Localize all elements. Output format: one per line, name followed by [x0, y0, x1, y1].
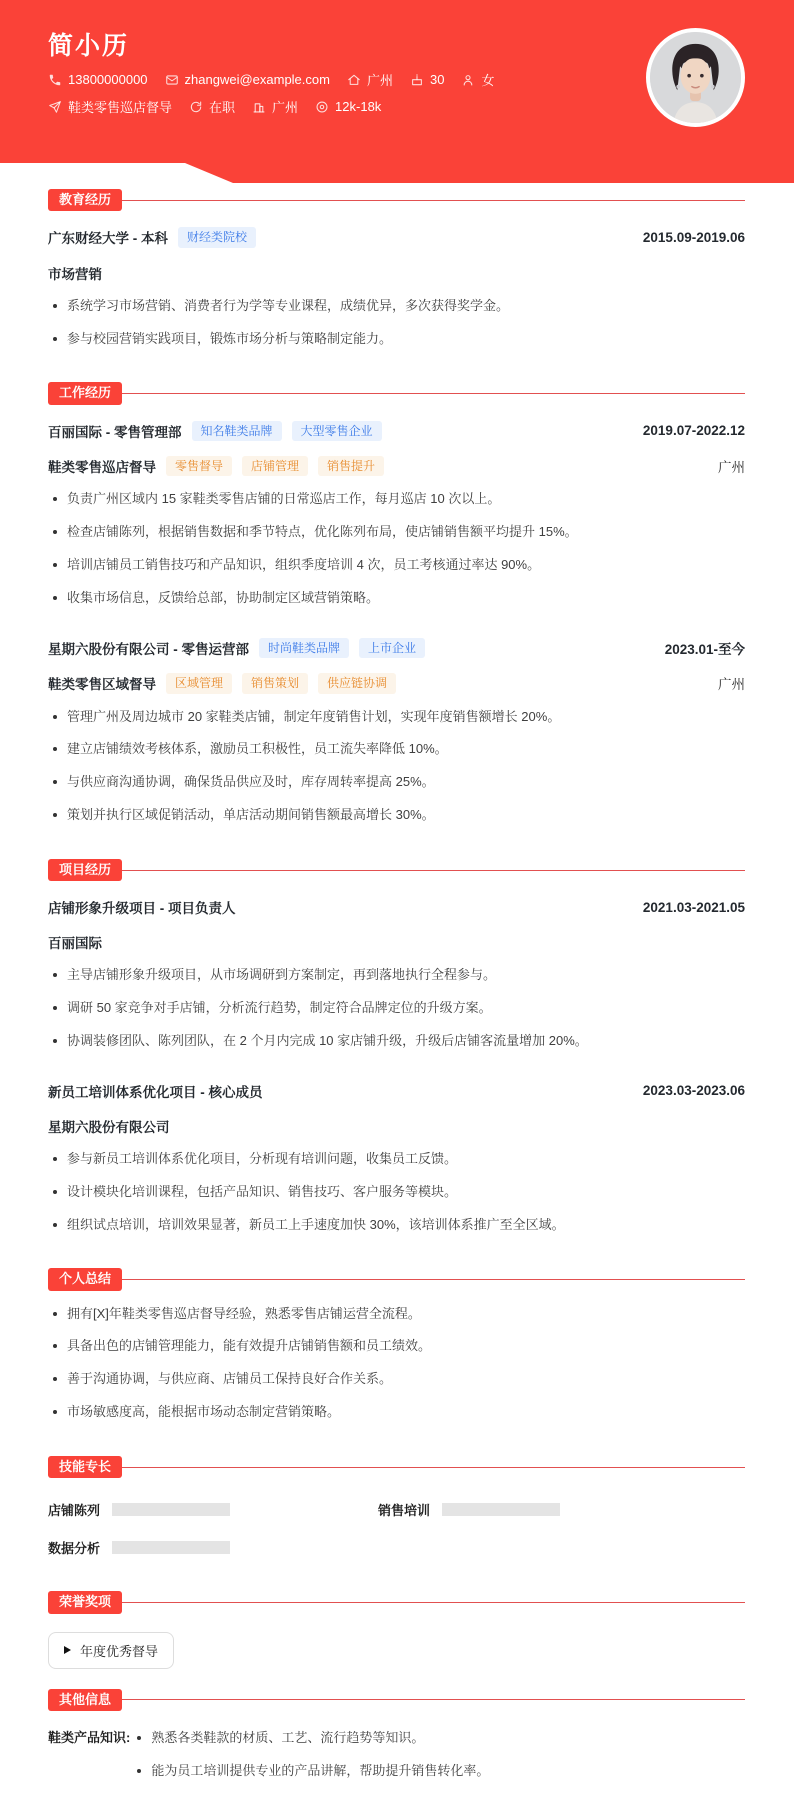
email-value: zhangwei@example.com	[184, 72, 330, 87]
project-date: 2023.03-2023.06	[642, 1083, 745, 1099]
section-divider-line	[122, 200, 745, 201]
section-header-projects	[48, 859, 745, 881]
contact-email	[165, 72, 330, 87]
age-icon	[410, 73, 424, 87]
section-title-badge: 其他信息	[48, 1689, 122, 1711]
skill-progress-track	[112, 1503, 230, 1516]
bullet-item: 收集市场信息，反馈给总部，协助制定区域营销策略。	[48, 589, 745, 608]
project-date: 2021.03-2021.05	[642, 899, 745, 915]
bullet-item: 系统学习市场营销、消费者行为学等专业课程，成绩优异，多次获得奖学金。	[48, 297, 745, 316]
other-info-bullet-list	[132, 1729, 745, 1781]
resume-body	[0, 183, 794, 1809]
bullet-item: 培训店铺员工销售技巧和产品知识，组织季度培训 4 次，员工考核通过率达 90%。	[48, 556, 745, 575]
skill-item	[378, 1500, 745, 1519]
project-company-row	[48, 932, 745, 952]
education-item	[48, 227, 745, 348]
contact-row-2	[48, 97, 381, 116]
job-status-icon	[189, 100, 203, 114]
bullet-item: 管理广州及周边城市 20 家鞋类店铺，制定年度销售计划，实现年度销售额增长 20%。	[48, 708, 745, 727]
work-item	[48, 421, 745, 608]
bullet-item: 拥有[X]年鞋类零售巡店督导经验，熟悉零售店铺运营全流程。	[48, 1305, 745, 1324]
job-status-value: 在职	[209, 100, 236, 115]
bullet-item: 与供应商沟通协调，确保货品供应及时，库存周转率提高 25%。	[48, 773, 745, 792]
contact-age	[410, 72, 444, 87]
city-icon	[252, 100, 266, 114]
project-bullet-list	[48, 966, 745, 1051]
bullet-item: 具备出色的店铺管理能力，能有效提升店铺销售额和员工绩效。	[48, 1337, 745, 1356]
bullet-item: 参与新员工培训体系优化项目，分析现有培训问题，收集员工反馈。	[48, 1150, 745, 1169]
section-work	[48, 382, 745, 825]
company-tag: 大型零售企业	[292, 421, 382, 441]
job-title-icon	[48, 100, 62, 114]
skill-item	[48, 1538, 378, 1557]
bullet-item: 主导店铺形象升级项目，从市场调研到方案制定，再到落地执行全程参与。	[48, 966, 745, 985]
work-company-row	[48, 421, 745, 441]
other-info-label: 鞋类产品知识:	[48, 1729, 131, 1745]
role-tag: 销售提升	[318, 456, 384, 476]
contact-job-title	[48, 97, 172, 116]
major-name: 市场营销	[48, 266, 102, 282]
play-triangle-icon	[64, 1646, 71, 1654]
email-icon	[165, 73, 179, 87]
bullet-item: 熟悉各类鞋款的材质、工艺、流行趋势等知识。	[132, 1729, 745, 1748]
bullet-item: 参与校园营销实践项目，锻炼市场分析与策略制定能力。	[48, 330, 745, 349]
skill-progress-track	[442, 1503, 560, 1516]
role-tag: 零售督导	[166, 456, 232, 476]
company-name: 百丽国际 - 零售管理部	[48, 424, 182, 440]
age-value: 30	[429, 72, 445, 87]
skill-name: 数据分析	[48, 1541, 101, 1557]
company-tag: 上市企业	[359, 638, 425, 658]
section-summary	[48, 1268, 745, 1422]
section-header-other-info	[48, 1689, 745, 1711]
company-name: 星期六股份有限公司 - 零售运营部	[48, 642, 249, 658]
project-name: 新员工培训体系优化项目 - 核心成员	[48, 1084, 263, 1100]
bullet-item: 建立店铺绩效考核体系，激励员工积极性，员工流失率降低 10%。	[48, 740, 745, 759]
contact-row-1	[48, 70, 494, 89]
avatar-placeholder-illustration	[650, 32, 741, 123]
role-name: 鞋类零售巡店督导	[48, 460, 156, 476]
education-bullet-list	[48, 297, 745, 349]
section-other-info	[48, 1689, 745, 1781]
summary-bullet-list	[48, 1305, 745, 1422]
section-title-badge: 个人总结	[48, 1268, 122, 1290]
location-value: 广州	[366, 73, 393, 88]
role-tag: 区域管理	[166, 673, 232, 693]
gender-value: 女	[481, 73, 495, 88]
school-tag: 财经类院校	[178, 227, 256, 247]
bullet-item: 市场敏感度高，能根据市场动态制定营销策略。	[48, 1403, 745, 1422]
role-name: 鞋类零售区域督导	[48, 677, 156, 693]
phone-icon	[48, 73, 62, 87]
gender-icon	[461, 73, 475, 87]
section-projects	[48, 859, 745, 1234]
work-role-row	[48, 456, 745, 476]
salary-icon	[315, 100, 329, 114]
project-bullet-list	[48, 1150, 745, 1235]
skill-name: 销售培训	[378, 1503, 431, 1519]
section-title-badge: 技能专长	[48, 1456, 122, 1478]
section-header-summary	[48, 1268, 745, 1290]
phone-value: 13800000000	[68, 72, 148, 87]
avatar	[646, 28, 745, 127]
work-date: 2019.07-2022.12	[642, 423, 745, 439]
education-date: 2015.09-2019.06	[642, 229, 745, 245]
section-divider-line	[122, 870, 745, 871]
role-tag: 供应链协调	[318, 673, 396, 693]
skill-name: 店铺陈列	[48, 1503, 101, 1519]
section-header-education	[48, 189, 745, 211]
bullet-item: 负责广州区域内 15 家鞋类零售店铺的日常巡店工作，每月巡店 10 次以上。	[48, 490, 745, 509]
section-title-badge: 工作经历	[48, 382, 122, 404]
work-company-row	[48, 638, 745, 658]
contact-city	[252, 97, 298, 116]
section-education	[48, 189, 745, 348]
project-company: 百丽国际	[48, 936, 102, 952]
bullet-item: 调研 50 家竞争对手店铺，分析流行趋势，制定符合品牌定位的升级方案。	[48, 999, 745, 1018]
work-date: 2023.01-至今	[664, 642, 745, 658]
section-divider-line	[122, 1467, 745, 1468]
home-icon	[347, 73, 361, 87]
project-company-row	[48, 1116, 745, 1136]
candidate-name: 简小历	[48, 32, 130, 60]
role-tag: 店铺管理	[242, 456, 308, 476]
work-role-row	[48, 673, 745, 693]
skills-grid	[48, 1500, 745, 1557]
contact-location	[347, 70, 393, 89]
header-notch-decoration	[0, 163, 233, 183]
header	[0, 0, 794, 183]
other-info-row	[48, 1729, 745, 1781]
section-skills	[48, 1456, 745, 1557]
section-divider-line	[122, 1279, 745, 1280]
bullet-item: 善于沟通协调，与供应商、店铺员工保持良好合作关系。	[48, 1370, 745, 1389]
bullet-item: 组织试点培训，培训效果显著，新员工上手速度加快 30%，该培训体系推广至全区域。	[48, 1216, 745, 1235]
work-location: 广州	[718, 677, 745, 693]
section-title-badge: 荣誉奖项	[48, 1591, 122, 1613]
bullet-item: 策划并执行区域促销活动，单店活动期间销售额最高增长 30%。	[48, 806, 745, 825]
contact-job-status	[189, 97, 235, 116]
project-item	[48, 897, 745, 1051]
bullet-item: 检查店铺陈列，根据销售数据和季节特点，优化陈列布局，使店铺销售额平均提升 15%。	[48, 523, 745, 542]
section-header-work	[48, 382, 745, 404]
bullet-item: 能为员工培训提供专业的产品讲解，帮助提升销售转化率。	[132, 1762, 745, 1781]
section-divider-line	[122, 1602, 745, 1603]
project-title-row	[48, 1081, 745, 1101]
honor-badge-button[interactable]	[48, 1632, 174, 1669]
section-divider-line	[122, 393, 745, 394]
section-header-honors	[48, 1591, 745, 1613]
company-tag: 时尚鞋类品牌	[259, 638, 349, 658]
section-honors	[48, 1591, 745, 1668]
work-location: 广州	[718, 460, 745, 476]
section-title-badge: 教育经历	[48, 189, 122, 211]
salary-value: 12k-18k	[335, 99, 382, 114]
role-tag: 销售策划	[242, 673, 308, 693]
job-title-value: 鞋类零售巡店督导	[68, 100, 173, 115]
work-bullet-list	[48, 490, 745, 607]
section-divider-line	[122, 1699, 745, 1700]
contact-salary	[315, 99, 381, 114]
contact-gender	[461, 70, 494, 89]
skill-progress-track	[112, 1541, 230, 1554]
project-name: 店铺形象升级项目 - 项目负责人	[48, 901, 236, 917]
bullet-item: 设计模块化培训课程，包括产品知识、销售技巧、客户服务等模块。	[48, 1183, 745, 1202]
work-item	[48, 638, 745, 825]
project-item	[48, 1081, 745, 1235]
company-tag: 知名鞋类品牌	[192, 421, 282, 441]
city-value: 广州	[272, 100, 299, 115]
honor-label: 年度优秀督导	[80, 1643, 159, 1659]
school-name: 广东财经大学 - 本科	[48, 231, 168, 247]
section-header-skills	[48, 1456, 745, 1478]
education-major-row	[48, 263, 745, 283]
section-title-badge: 项目经历	[48, 859, 122, 881]
project-company: 星期六股份有限公司	[48, 1119, 170, 1135]
skill-item	[48, 1500, 378, 1519]
bullet-item: 协调装修团队、陈列团队，在 2 个月内完成 10 家店铺升级，升级后店铺客流量增加 20%。	[48, 1032, 745, 1051]
project-title-row	[48, 897, 745, 917]
work-bullet-list	[48, 708, 745, 825]
education-title-row	[48, 227, 745, 247]
contact-phone	[48, 72, 148, 87]
